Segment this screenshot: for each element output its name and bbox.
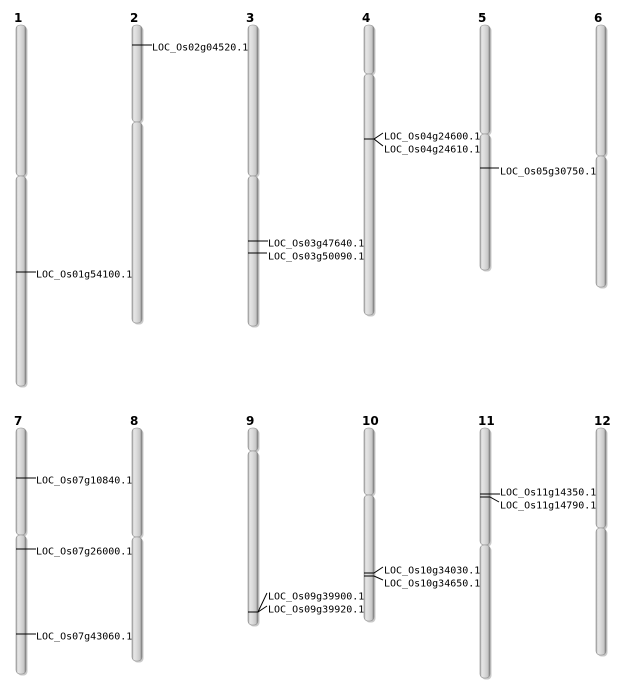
- chromosome-5: [478, 11, 596, 272]
- chromosome-arm: [132, 428, 142, 537]
- chromosome-arm: [132, 25, 142, 122]
- chromosome-arm: [364, 25, 374, 74]
- chromosome-label: 10: [362, 414, 379, 428]
- chromosome-arm: [480, 25, 490, 134]
- chromosome-label: 4: [362, 11, 371, 25]
- chromosome-label: 7: [14, 414, 23, 428]
- gene-label: LOC_Os09g39920.1: [268, 604, 365, 616]
- gene-label: LOC_Os11g14790.1: [500, 500, 597, 512]
- chromosome-6: [594, 11, 608, 289]
- chromosome-label: 1: [14, 11, 23, 25]
- chromosome-label: 5: [478, 11, 487, 25]
- chromosome-arm: [132, 537, 142, 661]
- chromosome-10: [362, 414, 480, 623]
- gene-label: LOC_Os10g34650.1: [384, 578, 481, 590]
- chromosome-12: [594, 414, 611, 657]
- chromosome-4: [362, 11, 480, 317]
- chromosome-label: 2: [130, 11, 139, 25]
- gene-label: LOC_Os11g14350.1: [500, 487, 597, 499]
- chromosome-arm: [248, 451, 258, 625]
- chromosome-arm: [364, 428, 374, 495]
- chromosome-arm: [364, 495, 374, 621]
- chromosome-arm: [132, 122, 142, 323]
- chromosome-arm: [16, 535, 26, 674]
- chromosome-label: 9: [246, 414, 255, 428]
- chromosome-arm: [480, 428, 490, 545]
- gene-label: LOC_Os09g39900.1: [268, 591, 365, 603]
- gene-label: LOC_Os07g43060.1: [36, 631, 133, 643]
- chromosome-2: [130, 11, 248, 325]
- chromosome-label: 12: [594, 414, 611, 428]
- chromosome-arm: [16, 25, 26, 176]
- gene-label: LOC_Os07g10840.1: [36, 475, 133, 487]
- gene-label: LOC_Os03g47640.1: [268, 238, 365, 250]
- chromosome-9: [246, 414, 364, 627]
- chromosome-arm: [480, 545, 490, 678]
- chromosome-11: [478, 414, 596, 680]
- chromosome-arm: [248, 428, 258, 451]
- chromosome-arm: [596, 25, 606, 156]
- chromosome-7: [14, 414, 132, 676]
- chromosome-arm: [248, 176, 258, 326]
- chromosome-label: 6: [594, 11, 603, 25]
- gene-label: LOC_Os07g26000.1: [36, 546, 133, 558]
- gene-label: LOC_Os04g24610.1: [384, 144, 481, 156]
- chromosome-label: 11: [478, 414, 495, 428]
- chromosome-label: 8: [130, 414, 139, 428]
- chromosome-arm: [364, 74, 374, 315]
- gene-label: LOC_Os02g04520.1: [152, 42, 249, 54]
- gene-label: LOC_Os10g34030.1: [384, 565, 481, 577]
- chromosome-1: [14, 11, 132, 388]
- chromosome-3: [246, 11, 364, 328]
- chromosome-arm: [16, 428, 26, 535]
- gene-label: LOC_Os05g30750.1: [500, 166, 597, 178]
- gene-label: LOC_Os01g54100.1: [36, 269, 133, 281]
- chromosome-arm: [596, 528, 606, 655]
- chromosome-8: [130, 414, 144, 663]
- chromosome-label: 3: [246, 11, 255, 25]
- chromosome-arm: [596, 156, 606, 287]
- chromosome-arm: [596, 428, 606, 528]
- gene-label: LOC_Os03g50090.1: [268, 251, 365, 263]
- gene-label: LOC_Os04g24600.1: [384, 131, 481, 143]
- chromosome-arm: [248, 25, 258, 176]
- chromosome-arm: [16, 176, 26, 386]
- chromosome-arm: [480, 134, 490, 270]
